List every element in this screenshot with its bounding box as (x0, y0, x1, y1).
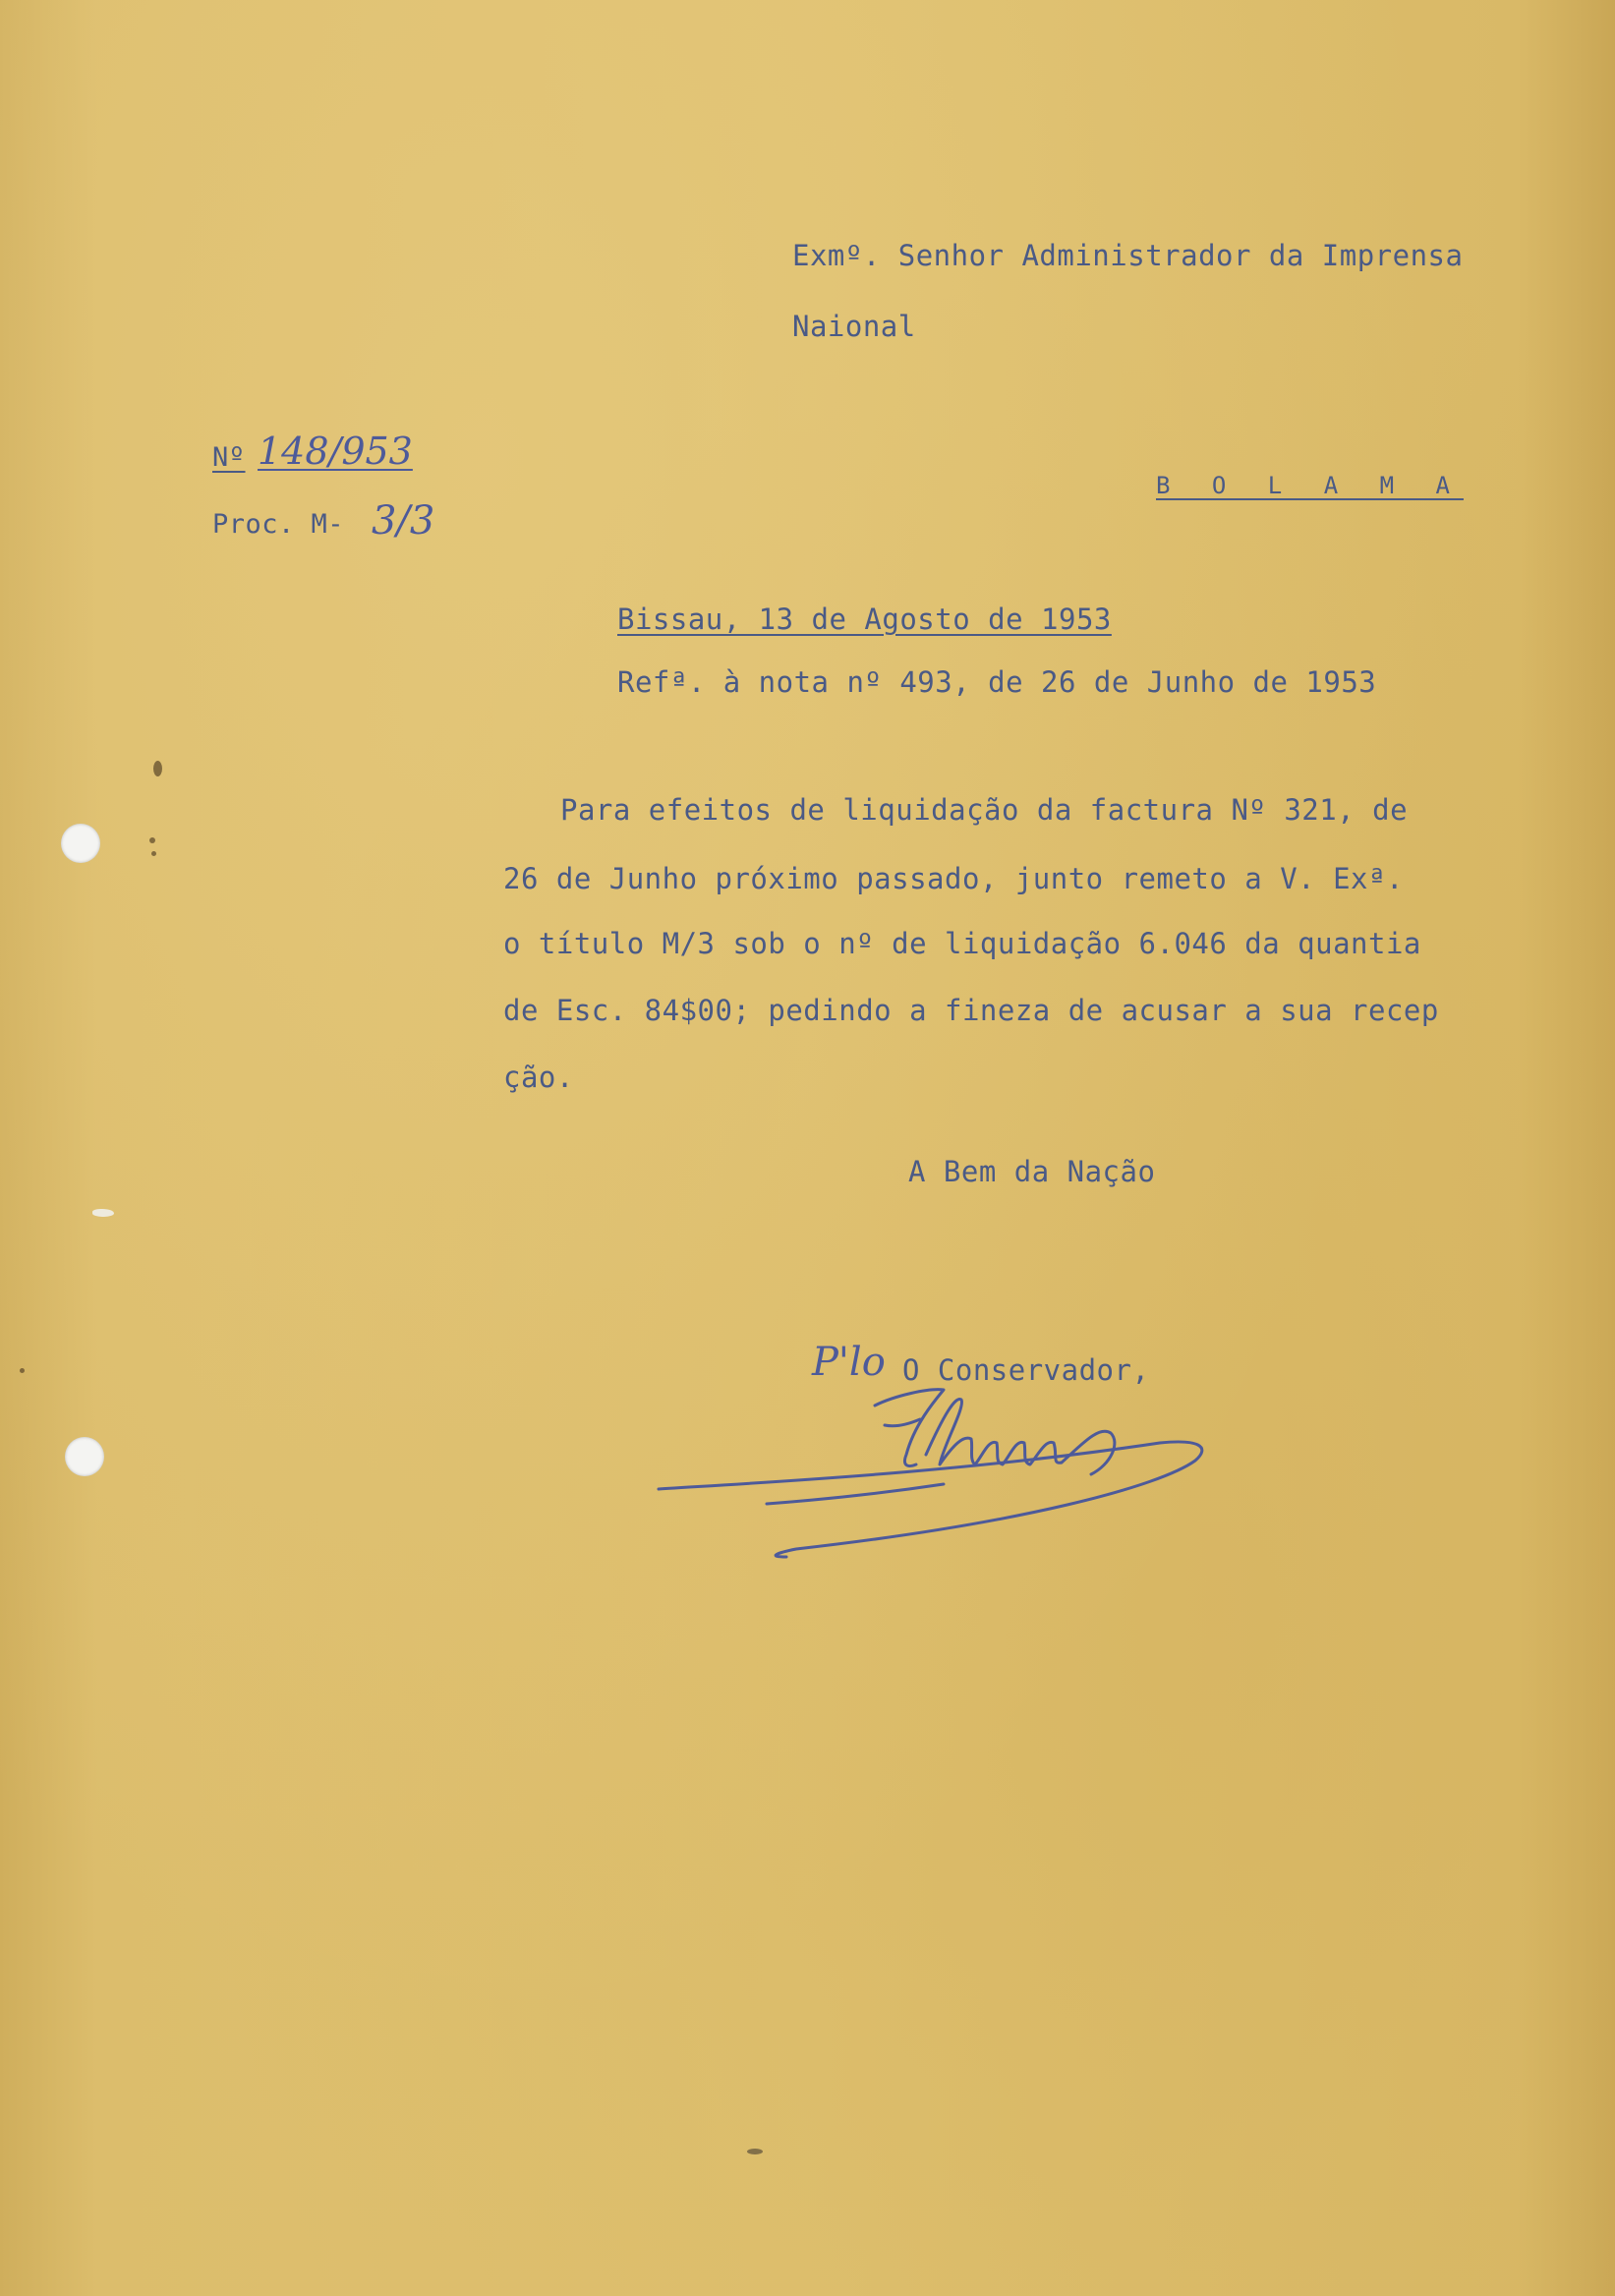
body-line-2: 26 de Junho próximo passado, junto remeto a V. Exª. (503, 862, 1404, 895)
punch-hole-upper (61, 824, 100, 863)
body-line-5: ção. (503, 1061, 574, 1094)
closing: A Bem da Nação (908, 1155, 1156, 1188)
date-line: Bissau, 13 de Agosto de 1953 (617, 603, 1112, 636)
process-label: Proc. M- (212, 509, 345, 540)
punch-hole-lower (65, 1437, 104, 1476)
addressee-line-2: Naional (792, 310, 916, 343)
ink-stain (92, 1209, 114, 1217)
body-line-1: Para efeitos de liquidação da factura Nº 321, de (560, 793, 1409, 827)
reference-number-prefix: Nº (212, 442, 246, 473)
addressee-line-1: Exmº. Senhor Administrador da Imprensa (792, 239, 1464, 272)
ink-stain (153, 761, 162, 776)
ink-stain (151, 851, 156, 856)
ink-stain (149, 837, 155, 843)
ink-stain (20, 1368, 25, 1373)
reference-number-label (212, 444, 246, 471)
handwritten-signature (649, 1317, 1239, 1573)
body-line-3: o título M/3 sob o nº de liquidação 6.046 da quantia (503, 927, 1421, 960)
reference-number-handwritten: 148/953 (258, 430, 413, 473)
ink-stain (747, 2149, 763, 2154)
reference-line: Refª. à nota nº 493, de 26 de Junho de 1953 (617, 665, 1377, 699)
signature-title: O Conservador, (902, 1353, 1150, 1387)
body-line-4: de Esc. 84$00; pedindo a fineza de acusar a sua recep (503, 994, 1439, 1027)
destination: B O L A M A (1156, 472, 1464, 499)
signature-prefix-handwritten: P'lo (812, 1340, 886, 1385)
process-handwritten: 3/3 (372, 498, 435, 544)
